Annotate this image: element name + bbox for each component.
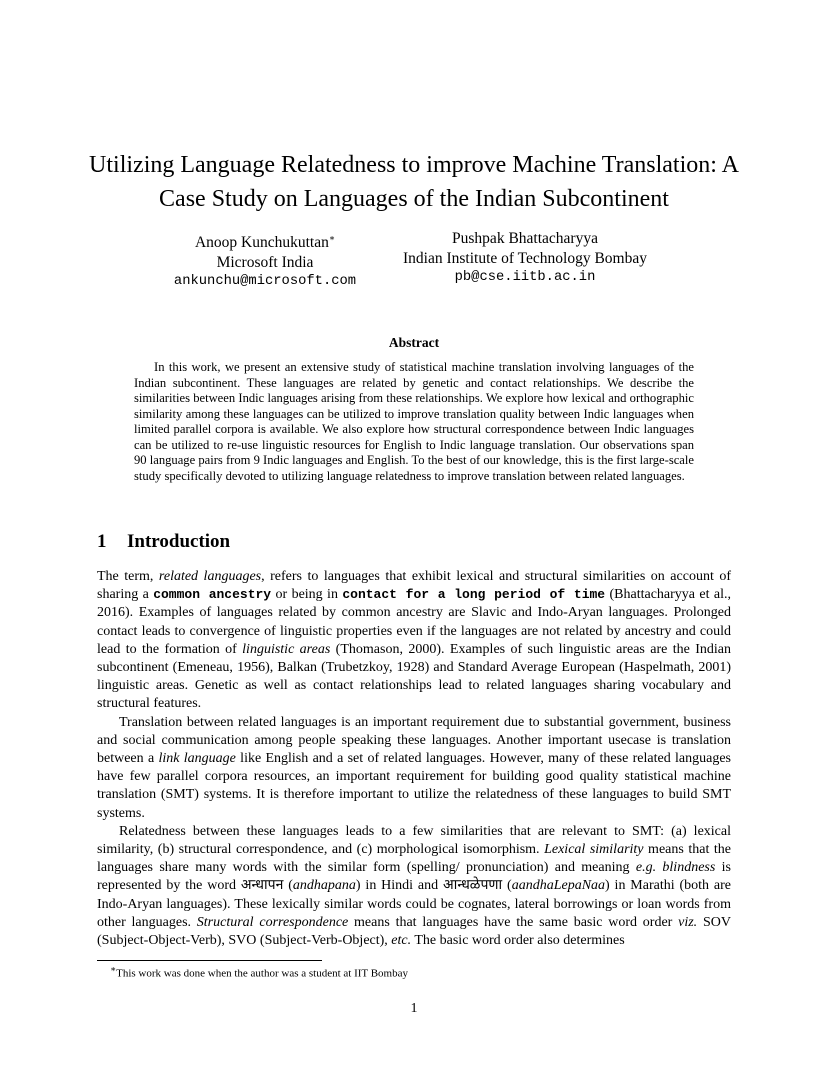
italic-term: Structural correspondence <box>196 914 349 930</box>
body-text <box>97 568 731 950</box>
text-run: means that the languages share many words with the similar form (spelling/ pronunciation) and meaning <box>97 842 731 876</box>
section-number: 1 <box>97 531 107 552</box>
text-run: is represented by the word अन्धापन ( <box>97 860 731 894</box>
text-run: SOV (Subject-Object-Verb), SVO (Subject-Verb-Object), <box>97 914 731 949</box>
text-run: , refers to languages that exhibit lexical and structural similarities on account of sharing a <box>97 569 731 603</box>
italic-term: aandhaLepaNaa <box>511 878 606 894</box>
bold-term: common ancestry <box>153 587 272 603</box>
text-run: (Bhattacharyya et al., 2016). Examples of languages related by common ancestry are Slavic and Indo-Aryan languages. Prolonged contact leads to convergence of linguistic properties even if the languages are not related by ancestry and could lead to the formation of <box>97 587 732 657</box>
italic-term: etc. <box>391 933 412 949</box>
text-run: Relatedness between these languages leads to a few similarities that are relevant to SMT: (a) lexical similarity, (b) structural correspondence, and (c) morphological isomorphism. <box>97 823 731 858</box>
text-run: means that languages have the same basic word order <box>348 914 679 930</box>
section-title: Introduction <box>127 531 231 552</box>
abstract-text: In this work, we present an extensive study of statistical machine translation involving languages of the Indian subcontinent. These languages are related by genetic and contact relationships. We describe the similarities between Indic languages arising from these relationships. We explore how lexical and orthographic similarity among these languages can be utilized to improve translation quality between Indic languages when limited parallel corpora is available. We also explore how structural correspondence between Indic languages can be utilized to re-use linguistic resources for English to Indic language translation. Our observations span 90 language pairs from 9 Indic languages and English. To the best of our knowledge, this is the first large-scale study specifically devoted to utilizing language relatedness to improve translation between related languages. <box>134 360 694 483</box>
paragraph-3 <box>97 823 731 950</box>
author-email: pb@cse.iitb.ac.in <box>454 270 596 285</box>
bold-term: contact for a long period of time <box>342 587 606 603</box>
text-run: The term, <box>97 569 159 584</box>
footnote <box>110 964 408 980</box>
text-run: (Thomason, 2000). Examples of such linguistic areas are the Indian subcontinent (Emeneau, 1956), Balkan (Trubetzkoy, 1928) and Standard Average European (Haspelmath, 2001) linguistic areas. Genetic as well as contact relationships lead to related languages sharing vocabulary and structural features. <box>97 641 732 712</box>
author-name: Anoop Kunchukuttan <box>194 234 329 252</box>
italic-term: link language <box>158 751 236 767</box>
title-line-1: Utilizing Language Relatedness to improve Machine Translation: A <box>89 152 739 178</box>
abstract-heading: Abstract <box>388 335 440 350</box>
italic-term: linguistic areas <box>242 641 331 657</box>
section-heading <box>97 531 230 553</box>
italic-term: viz. <box>678 914 698 930</box>
italic-term: andhapana <box>292 878 356 894</box>
paragraph-1 <box>97 568 731 714</box>
italic-term: related languages <box>158 569 262 584</box>
footnote-text: This work was done when the author was a student at IIT Bombay <box>116 967 408 980</box>
author-name: Pushpak Bhattacharyya <box>452 230 598 247</box>
italic-term: e.g. blindness <box>635 860 716 876</box>
author-affiliation: Microsoft India <box>216 253 314 271</box>
paragraph-2 <box>97 714 731 823</box>
author-affiliation: Indian Institute of Technology Bombay <box>402 249 647 267</box>
text-run: ) in Hindi and आन्धळेपणा ( <box>355 878 512 894</box>
author-footnote-mark: ∗ <box>328 233 335 243</box>
page-number: 1 <box>410 1001 418 1016</box>
text-run: like English and a set of related languages. However, many of these related languages have few parallel corpora resources, an important requirement for building good quality statistical machine translation (SMT) systems. It is therefore important to utilize the relatedness of these languages to build SMT systems. <box>97 751 731 821</box>
title-line-2: Case Study on Languages of the Indian Subcontinent <box>159 186 669 212</box>
text-run: ) in Marathi (both are Indo-Aryan languages). These lexically similar words could be cognates, lateral borrowings or loan words from other languages. <box>97 878 731 930</box>
paper-title <box>60 148 768 216</box>
footnote-mark: ∗ <box>110 964 117 974</box>
footnote-rule <box>97 960 322 961</box>
author-email: ankunchu@microsoft.com <box>173 274 357 290</box>
author-block-2 <box>390 229 660 288</box>
text-run: or being in <box>271 587 343 603</box>
text-run: Translation between related languages is an important requirement due to substantial government, business and social communication among people speaking these languages. Another important usecase is translation between a <box>97 714 731 767</box>
text-run: The basic word order also determines <box>411 933 625 949</box>
italic-term: Lexical similarity <box>544 842 644 858</box>
author-block-1 <box>160 229 370 292</box>
